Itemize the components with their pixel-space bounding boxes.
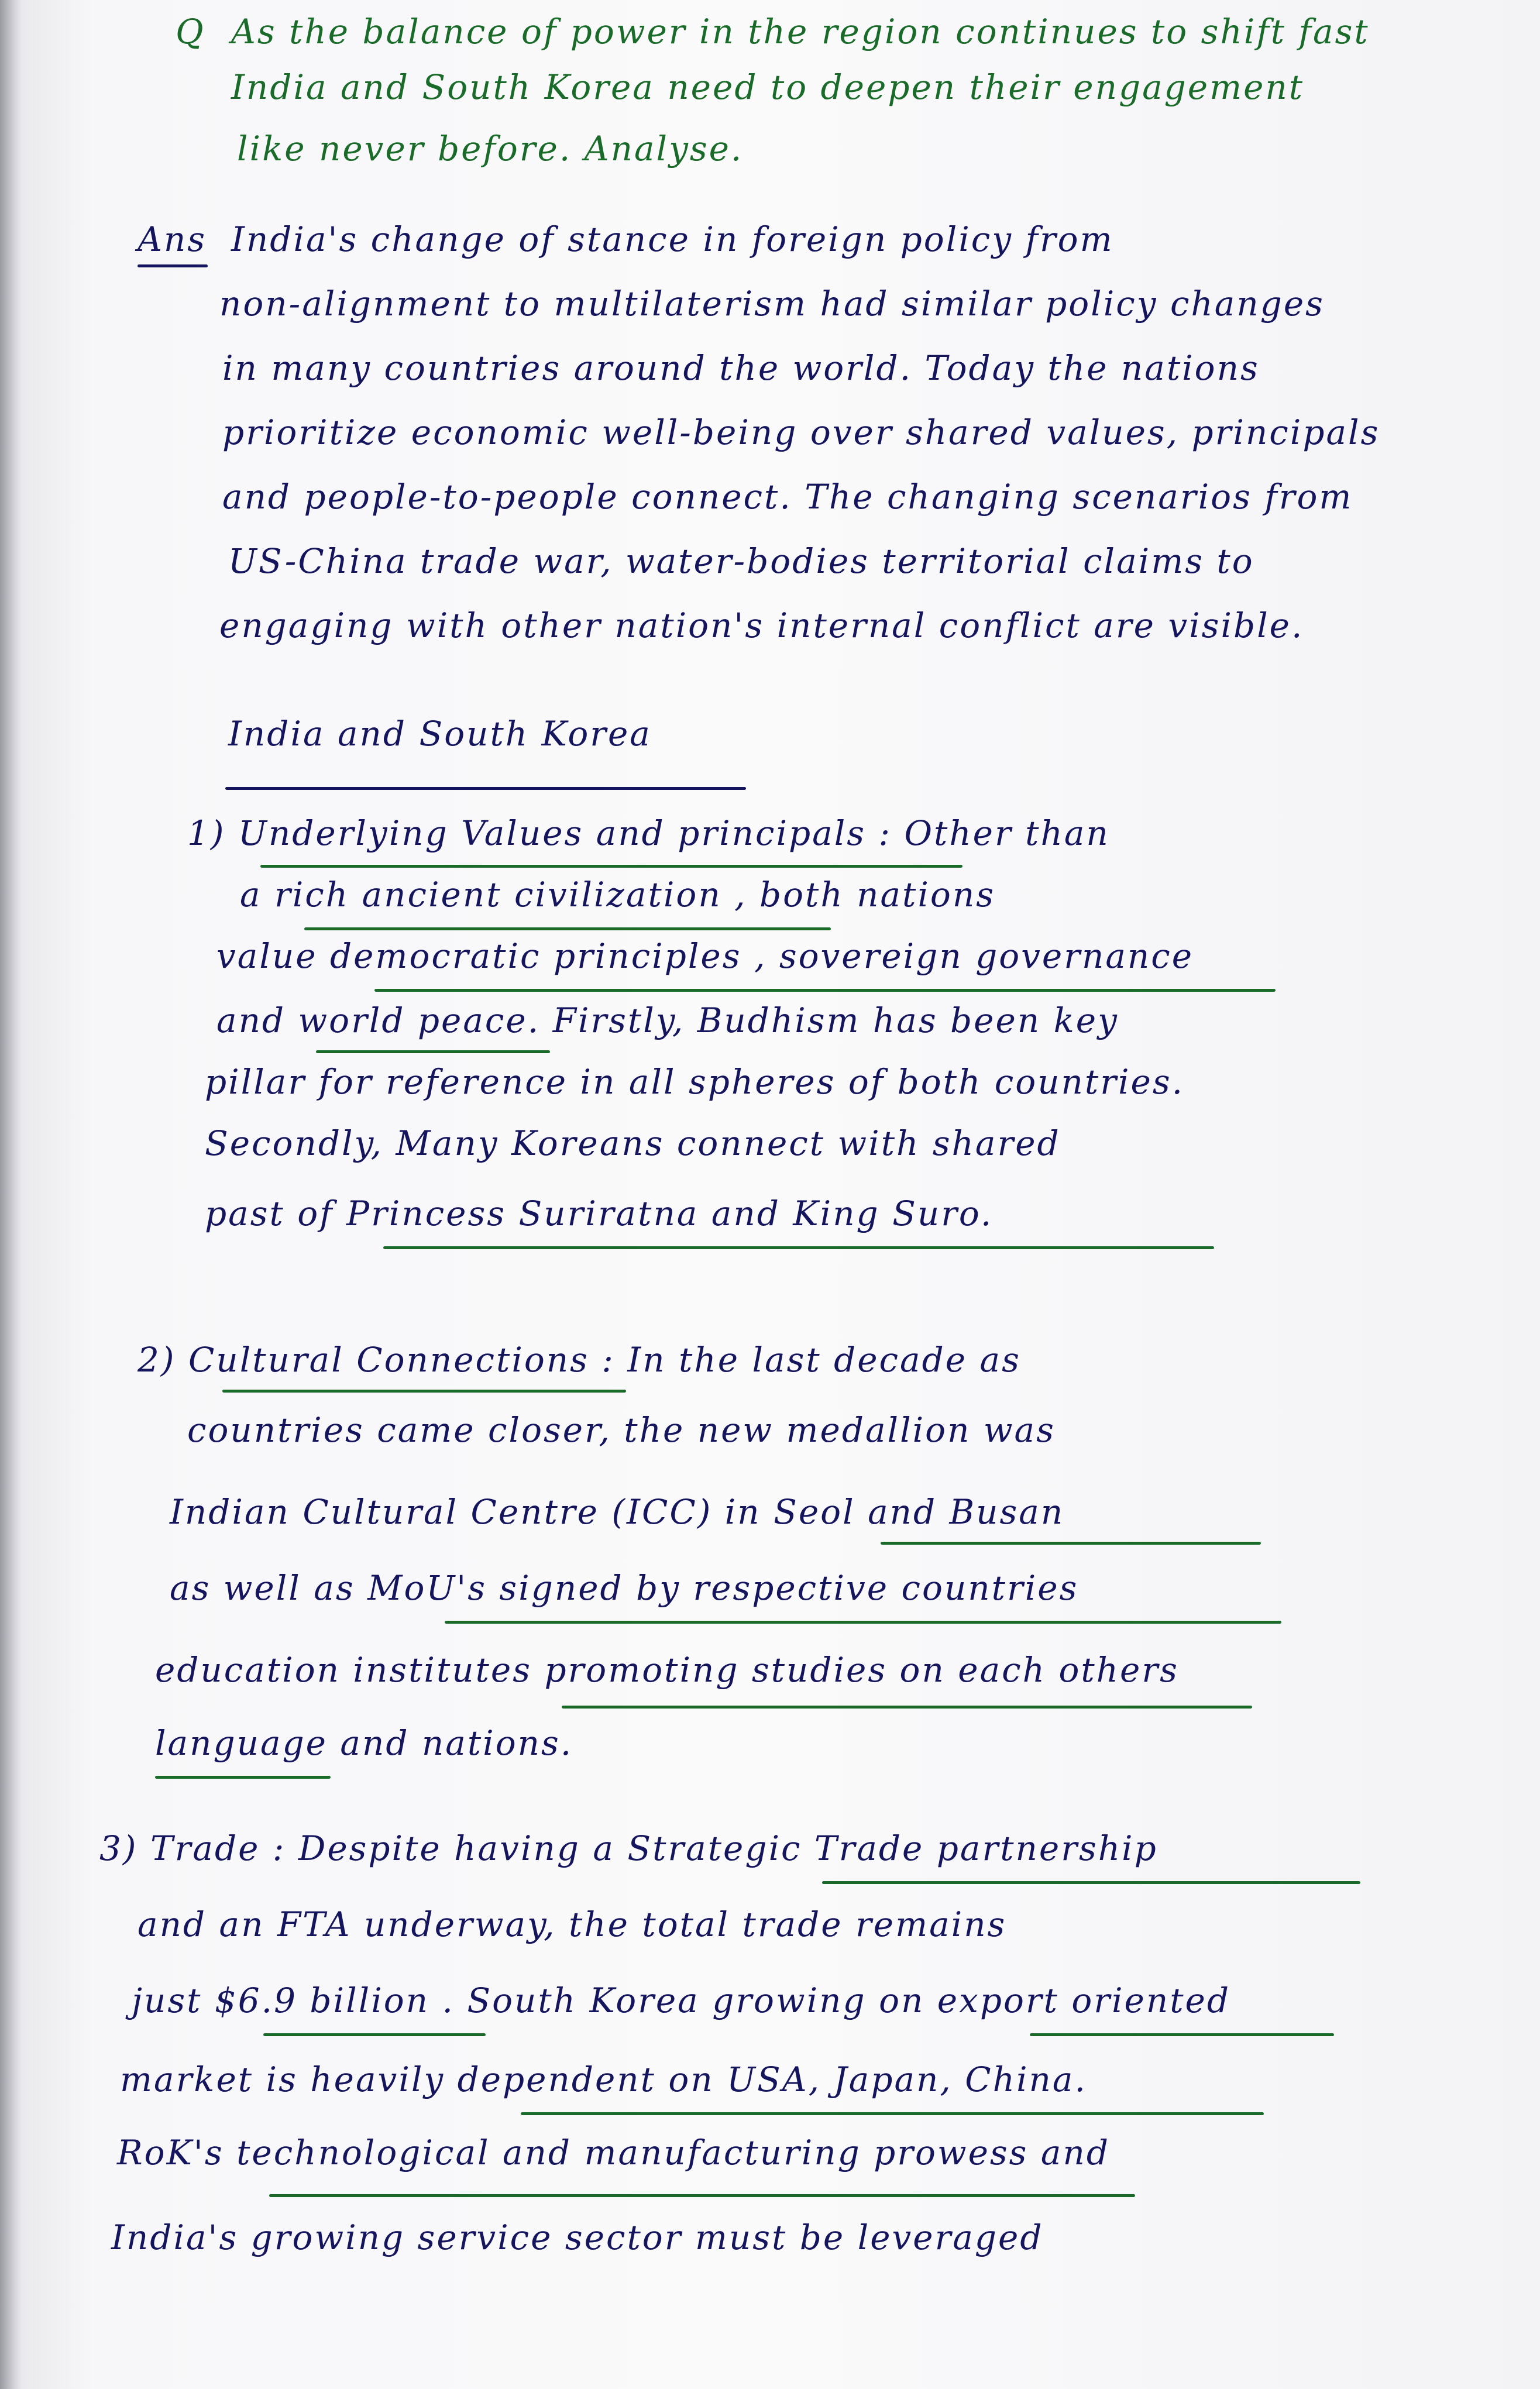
- answer-intro-line: prioritize economic well-being over shared values, principals: [222, 413, 1380, 452]
- point-2-line: education institutes promoting studies on each others: [155, 1650, 1179, 1690]
- point-2-line: countries came closer, the new medallion was: [187, 1410, 1056, 1450]
- answer-intro-line: non-alignment to multilaterism had similar policy changes: [219, 284, 1325, 324]
- answer-intro-line: and people-to-people connect. The changing scenarios from: [222, 477, 1353, 517]
- answer-intro-line: in many countries around the world. Today the nations: [222, 348, 1260, 388]
- point-2-underline: [155, 1776, 331, 1779]
- point-1-underline: [260, 865, 962, 868]
- question-marker: Q: [176, 12, 205, 51]
- point-1-line: pillar for reference in all spheres of both countries.: [205, 1062, 1185, 1102]
- point-1-line: 1) Underlying Values and principals : Other than: [187, 813, 1110, 853]
- point-3-line: India's growing service sector must be leveraged: [111, 2218, 1044, 2257]
- point-3-line: and an FTA underway, the total trade remains: [138, 1905, 1007, 1944]
- answer-marker-underline: [138, 264, 208, 267]
- point-1-underline: [374, 989, 1276, 992]
- point-3-underline: [269, 2194, 1135, 2197]
- point-2-line: 2) Cultural Connections : In the last decade as: [138, 1340, 1021, 1380]
- point-3-line: just $6.9 billion . South Korea growing on export oriented: [132, 1981, 1230, 2020]
- point-2-line: language and nations.: [155, 1723, 573, 1763]
- section-heading: India and South Korea: [228, 714, 652, 754]
- section-heading-underline: [225, 787, 746, 790]
- point-3-line: market is heavily dependent on USA, Japan, China.: [120, 2060, 1087, 2099]
- question-line: India and South Korea need to deepen their engagement: [231, 67, 1305, 107]
- point-3-underline: [1030, 2033, 1334, 2036]
- point-2-line: as well as MoU's signed by respective countries: [170, 1568, 1079, 1608]
- point-2-underline: [445, 1621, 1281, 1624]
- point-1-line: past of Princess Suriratna and King Suro.: [205, 1194, 994, 1233]
- point-1-line: and world peace. Firstly, Budhism has been key: [216, 1001, 1119, 1040]
- answer-intro-line: US-China trade war, water-bodies territorial claims to: [228, 541, 1254, 581]
- point-2-underline: [881, 1542, 1261, 1545]
- point-1-line: Secondly, Many Koreans connect with shared: [205, 1123, 1061, 1163]
- question-line: like never before. Analyse.: [237, 129, 744, 169]
- notebook-spine: [0, 0, 22, 2389]
- point-1-underline: [316, 1050, 550, 1053]
- point-2-underline: [562, 1706, 1252, 1709]
- point-2-line: Indian Cultural Centre (ICC) in Seol and Busan: [170, 1492, 1065, 1532]
- point-3-underline: [521, 2112, 1264, 2115]
- point-1-underline: [304, 927, 831, 930]
- answer-intro-line: engaging with other nation's internal conflict are visible.: [219, 606, 1304, 645]
- point-3-underline: [263, 2033, 486, 2036]
- point-3-line: RoK's technological and manufacturing prowess and: [117, 2133, 1110, 2173]
- point-1-line: a rich ancient civilization , both nations: [240, 875, 995, 915]
- answer-intro-line: India's change of stance in foreign policy from: [231, 219, 1114, 259]
- point-2-underline: [222, 1390, 626, 1393]
- point-3-line: 3) Trade : Despite having a Strategic Trade partnership: [99, 1828, 1158, 1868]
- point-1-underline: [383, 1246, 1214, 1249]
- question-line: As the balance of power in the region continues to shift fast: [231, 12, 1370, 51]
- point-3-underline: [822, 1881, 1360, 1884]
- answer-marker: Ans: [138, 219, 207, 259]
- point-1-line: value democratic principles , sovereign governance: [216, 936, 1194, 976]
